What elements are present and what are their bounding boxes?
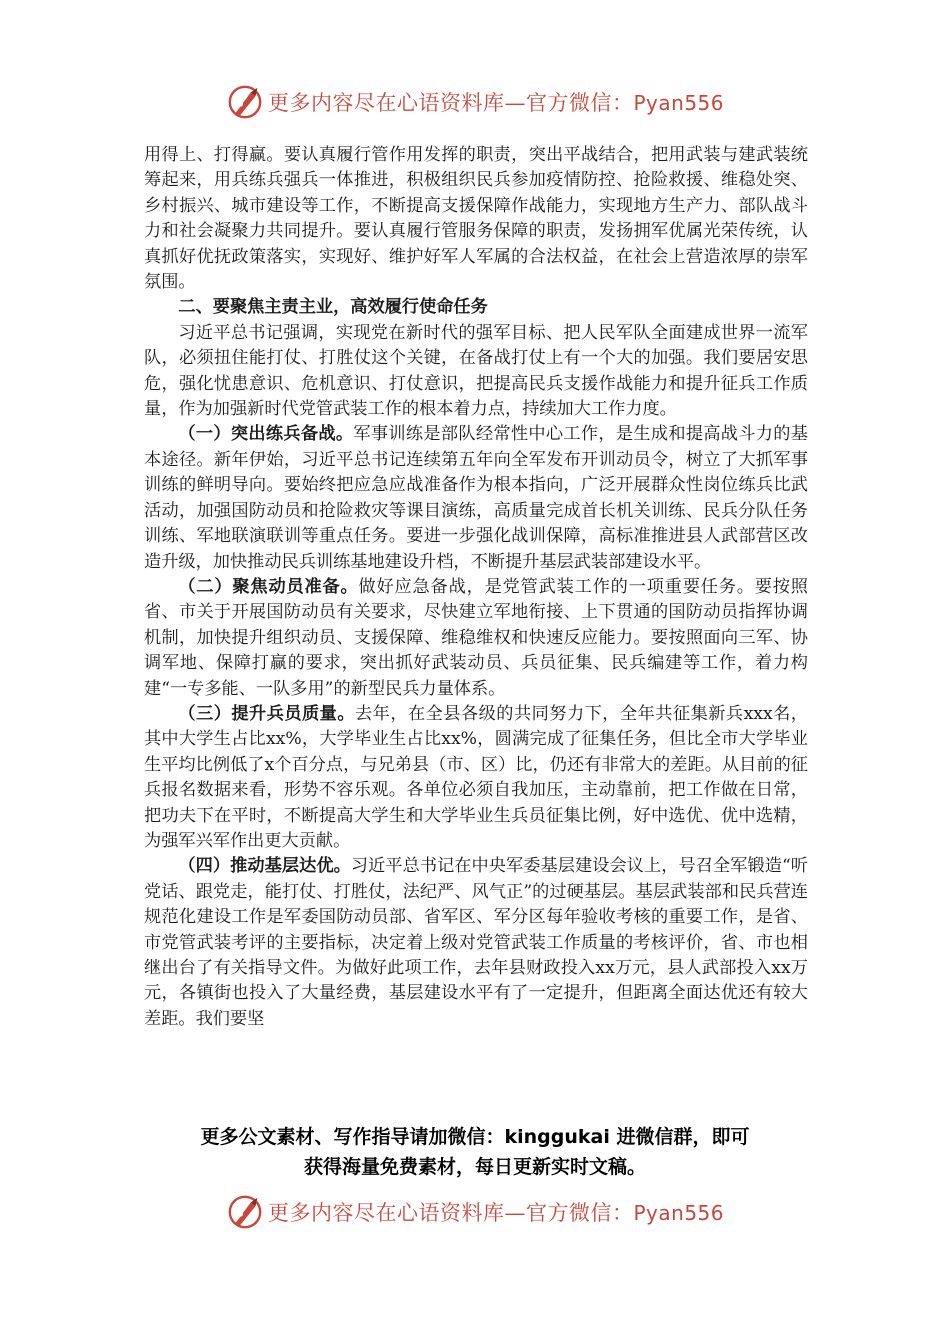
quill-pen-logo-icon [226,83,264,121]
promo-line-1: 更多公文素材、写作指导请加微信：kinggukai 进微信群，即可 [200,1126,750,1148]
sub-paragraph-2 [144,575,808,702]
promo-line-2: 获得海量免费素材，每日更新实时文稿。 [303,1156,646,1178]
sub-paragraph-4 [144,854,808,1032]
promo-notice [120,1122,830,1182]
sub-paragraph-3 [144,702,808,854]
sub-title: （二）聚焦动员准备。 [178,576,359,597]
sub-text: 习近平总书记在中央军委基层建设会议上，号召全军锻造“听党话、跟党走，能打仗、打胜仗，法纪严、风气正”的过硬基层。基层武装部和民兵营连规范化建设工作是军委国防动员部、省军区、军分区每年验收考核的重要工作，是省、市党管武装考评的主要指标，决定着上级对党管武装工作质量的考核评价，省、市也相继出台了有关指导文件。为做好此项工作，去年县财政投入xx万元，县人武部投入xx万元，各镇街也投入了大量经费，基层建设水平有了一定提升，但距离全面达优还有较大差距。我们要坚 [144,856,808,1029]
sub-paragraph-1 [144,422,808,574]
banner-text: 更多内容尽在心语资料库—官方微信：Pyan556 [267,1201,724,1225]
footer-banner [0,1190,950,1234]
sub-text: 去年，在全县各级的共同努力下，全年共征集新兵xxx名，其中大学生占比xx%，大学毕业生占比xx%，圆满完成了征集任务，但比全市大学毕业生平均比例低了x个百分点，与兄弟县（市、区）比，仍还有非常大的差距。从目前的征兵报名数据来看，形势不容乐观。各单位必须自我加压，主动靠前，把工作做在日常，把功夫下在平时，不断提高大学生和大学毕业生兵员征集比例，好中选优、优中选精，为强军兴军作出更大贡献。 [144,703,808,851]
sub-title: （一）突出练兵备战。 [178,424,354,445]
sub-text: 军事训练是部队经常性中心工作，是生成和提高战斗力的基本途径。新年伊始，习近平总书记连续第五年向全军发布开训动员令，树立了大抓军事训练的鲜明导向。要始终把应急应战准备作为根本指向，广泛开展群众性岗位练兵比武活动，加强国防动员和抢险救灾等课目演练，高质量完成首长机关训练、民兵分队任务训练、军地联演联训等重点任务。要进一步强化战训保障，高标准推进县人武部营区改造升级，加快推动民兵训练基地建设升档，不断提升基层武装部建设水平。 [144,424,808,572]
section-heading: 二、要聚焦主责主业，高效履行使命任务 [178,297,488,318]
document-body [144,143,808,1032]
wechat-id: Pyan556 [633,1201,724,1225]
body-paragraph: 习近平总书记强调，实现党在新时代的强军目标、把人民军队全面建成世界一流军队，必须扭住能打仗、打胜仗这个关键，在备战打仗上有一个大的加强。我们要居安思危，强化忧患意识、危机意识、打仗意识，把提高民兵支援作战能力和提升征兵工作质量，作为加强新时代党管武装工作的根本着力点，持续加大工作力度。 [144,322,808,420]
banner-text: 更多内容尽在心语资料库—官方微信：Pyan556 [267,91,724,115]
paragraph-continuation: 用得上、打得赢。要认真履行管作用发挥的职责，突出平战结合，把用武装与建武装统筹起来，用兵练兵强兵一体推进，积极组织民兵参加疫情防控、抢险救援、维稳处突、乡村振兴、城市建设等工作，不断提高支援保障作战能力，实现地方生产力、部队战斗力和社会凝聚力共同提升。要认真履行管服务保障的职责，发扬拥军优属光荣传统，认真抓好优抚政策落实，实现好、维护好军人军属的合法权益，在社会上营造浓厚的崇军氛围。 [144,145,808,293]
sub-title: （三）提升兵员质量。 [178,703,356,724]
header-banner [0,80,950,124]
quill-pen-logo-icon [226,1193,264,1231]
sub-text: 做好应急备战，是党管武装工作的一项重要任务。要按照省、市关于开展国防动员有关要求，尽快建立军地衔接、上下贯通的国防动员指挥协调机制，加快提升组织动员、支援保障、维稳维权和快速反应能力。要按照面向三军、协调军地、保障打赢的要求，突出抓好武装动员、兵员征集、民兵编建等工作，着力构建“一专多能、一队多用”的新型民兵力量体系。 [144,576,808,699]
sub-title: （四）推动基层达优。 [178,856,351,877]
wechat-id: Pyan556 [633,91,724,115]
